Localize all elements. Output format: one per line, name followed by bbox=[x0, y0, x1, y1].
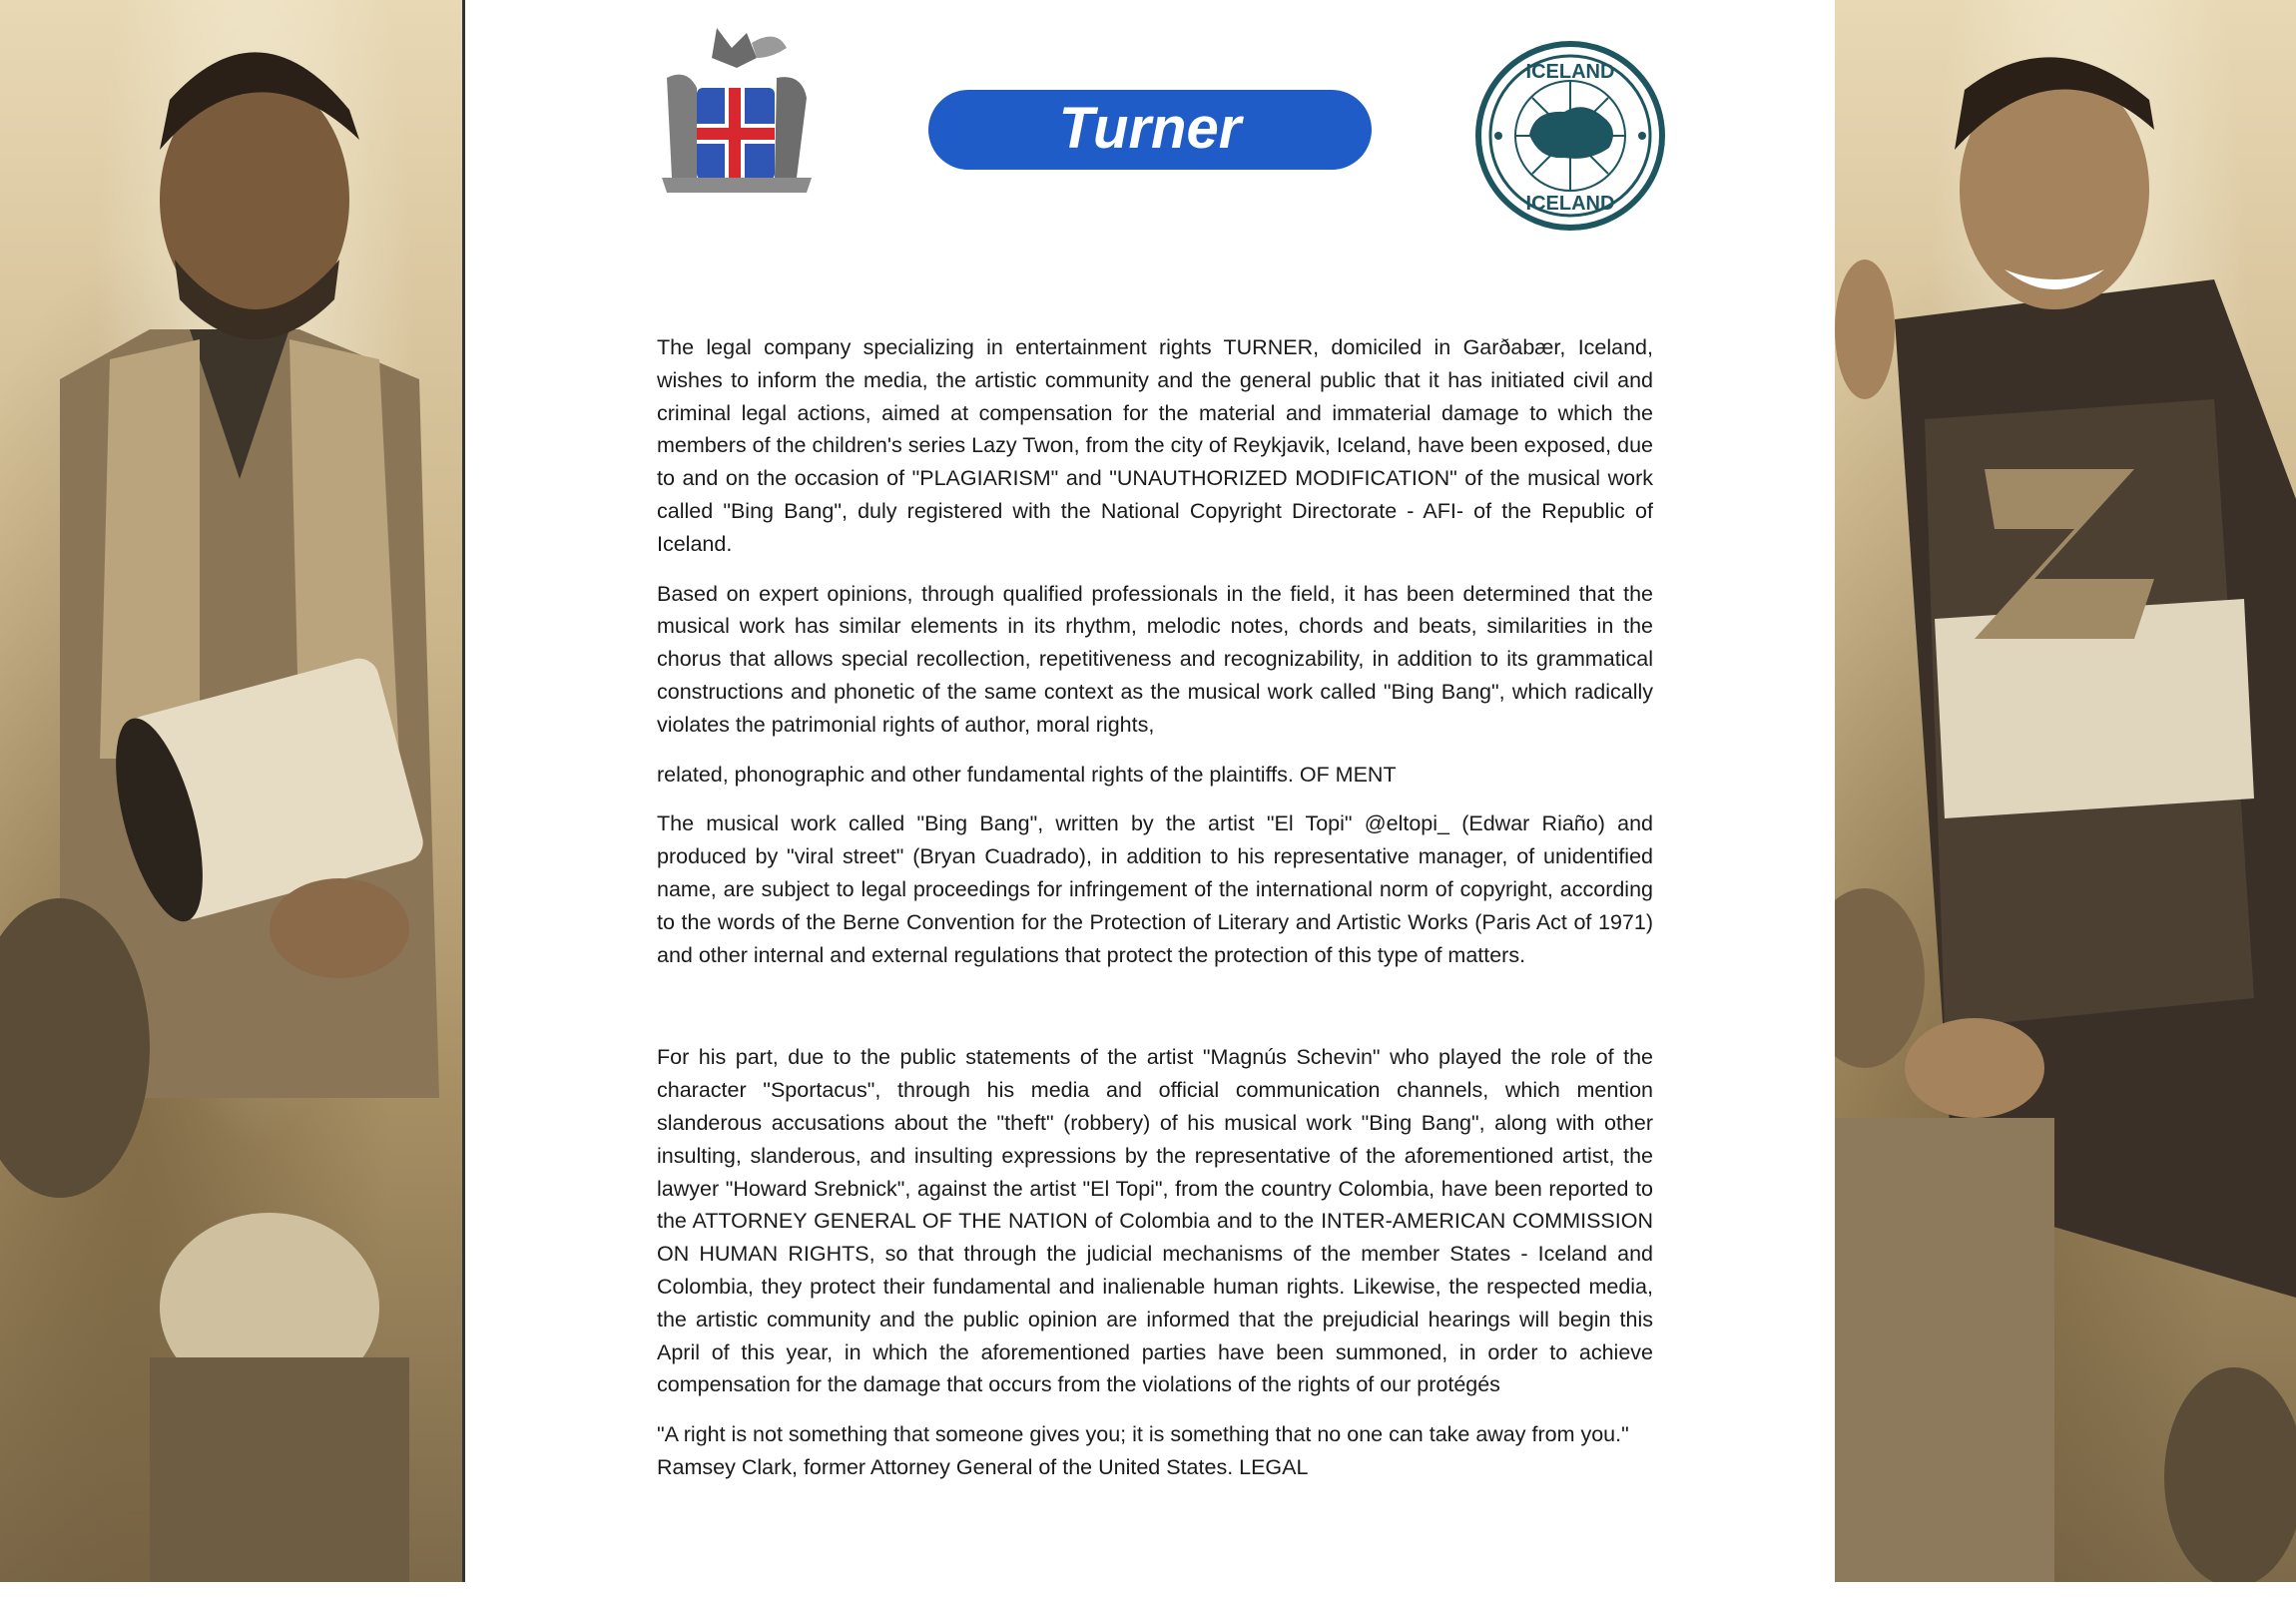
document-body bbox=[657, 331, 1653, 1501]
coat-of-arms-icon bbox=[657, 28, 817, 198]
paragraph-public-statements: For his part, due to the public statements of the artist "Magnús Schevin" who played the role of the character "Sportacus", through his media and official communication channels, which mention slanderous accusations about the "theft" (robbery) of his musical work "Bing Bang", along with other insulting, slanderous, and insulting expressions by the representative of the aforementioned artist, the lawyer "Howard Srebnick", against the artist "El Topi", from the country Colombia, have been reported to the ATTORNEY GENERAL OF THE NATION of Colombia and to the INTER-AMERICAN COMMISSION ON HUMAN RIGHTS, so that through the judicial mechanisms of the member States - Iceland and Colombia, they protect their fundamental and inalienable human rights. Likewise, the respected media, the artistic community and the public opinion are informed that the prejudicial hearings will begin this April of this year, in which the aforementioned parties have been summoned, in order to achieve compensation for the damage that occurs from the violations of the rights of our protégés bbox=[657, 1045, 1653, 1397]
stamp-top-text: ICELAND bbox=[1525, 61, 1615, 83]
left-photo-panel bbox=[0, 0, 465, 1582]
turner-logo bbox=[928, 90, 1372, 170]
paragraph-quote: "A right is not something that someone gives you; it is something that no one can take away from you." Ramsey Clark, former Attorney General of the United States. LEGAL bbox=[657, 1422, 1629, 1479]
paragraph-lawsuit-notice: The legal company specializing in entertainment rights TURNER, domiciled in Garðabær, Iceland, wishes to inform the media, the artistic community and the general public that it has initiated civil and criminal legal actions, aimed at compensation for the material and immaterial damage to which the members of the children's series Lazy Twon, from the city of Reykjavik, Iceland, have been exposed, due to and on the occasion of "PLAGIARISM" and "UNAUTHORIZED MODIFICATION" of the musical work called "Bing Bang", duly registered with the National Copyright Directorate - AFI- of the Republic of Iceland. bbox=[657, 335, 1653, 556]
right-character-illustration bbox=[1835, 0, 2296, 1582]
paragraph-expert-opinions: Based on expert opinions, through qualified professionals in the field, it has been determined that the musical work has similar elements in its rhythm, melodic notes, chords and beats, similarities in the chorus that allows special recollection, repetitiveness and recognizability, in addition to its grammatical constructions and phonetic of the same context as the musical work called "Bing Bang", which radically violates the patrimonial rights of author, moral rights, bbox=[657, 581, 1653, 737]
turner-logo-text: Turner bbox=[1058, 96, 1242, 161]
press-release-document bbox=[465, 0, 1835, 1597]
paragraph-rights-continuation: related, phonographic and other fundamental rights of the plaintiffs. OF MENT bbox=[657, 762, 1397, 787]
paragraph-defendants: The musical work called "Bing Bang", written by the artist "El Topi" @eltopi_ (Edwar Riaño) and produced by "viral street" (Bryan Cuadrado), in addition to his representative manager, of unidentified name, are subject to legal proceedings for infringement of the international norm of copyright, according to the words of the Berne Convention for the Protection of Literary and Artistic Works (Paris Act of 1971) and other internal and external regulations that protect the protection of this type of matters. bbox=[657, 811, 1653, 967]
stamp-bottom-text: ICELAND bbox=[1525, 193, 1615, 215]
right-photo-panel bbox=[1835, 0, 2296, 1582]
logo-header bbox=[465, 0, 1835, 250]
iceland-stamp-icon bbox=[1474, 40, 1666, 232]
left-character-illustration bbox=[0, 0, 462, 1582]
